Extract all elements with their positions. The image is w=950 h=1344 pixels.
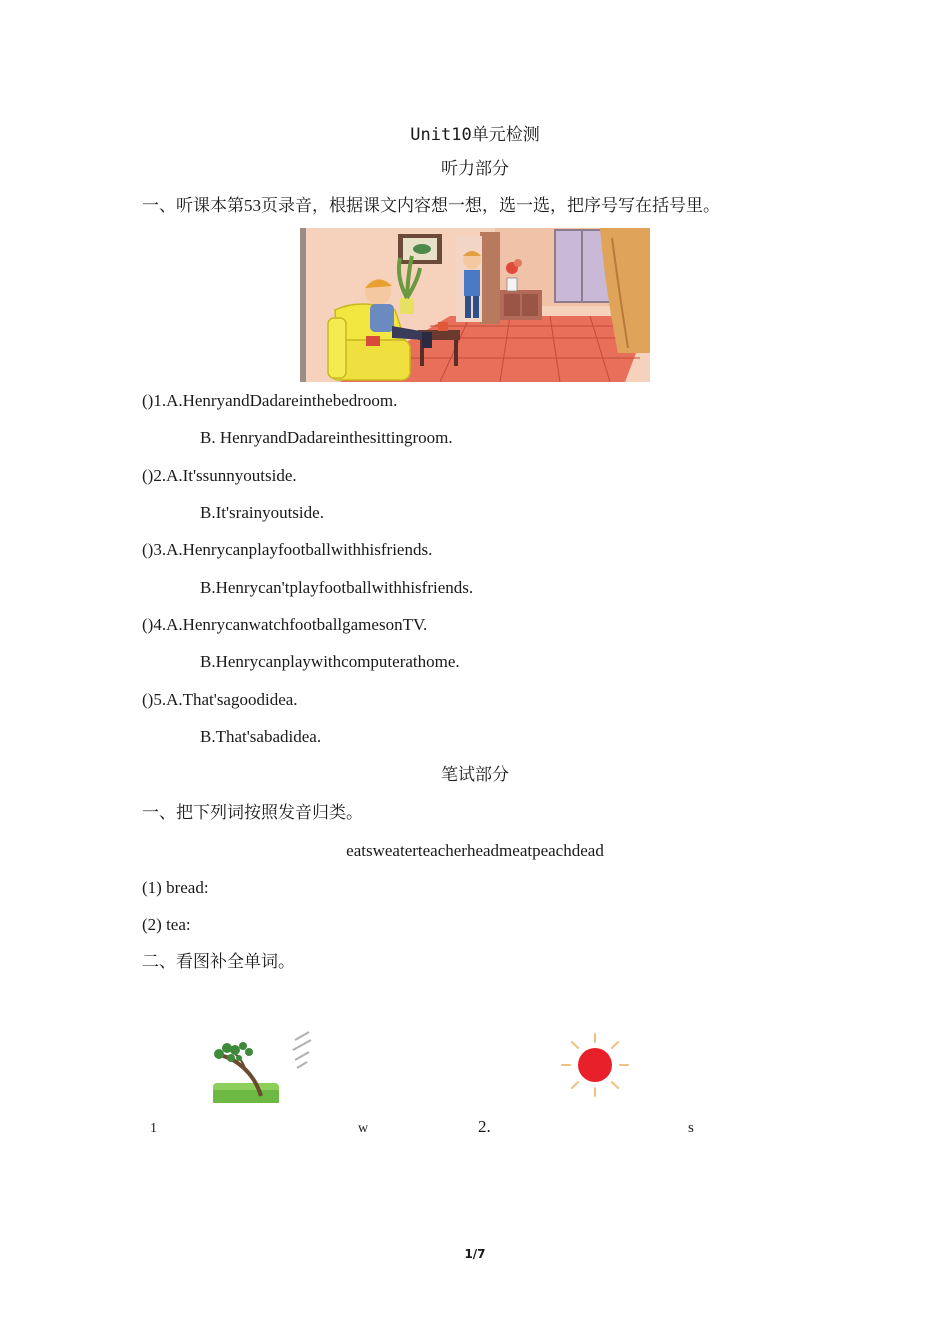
category-bread: (1) bread:	[142, 878, 209, 897]
writing-heading: 笔试部分	[441, 765, 509, 784]
question-3-option-b: B.Henrycan'tplayfootballwithhisfriends.	[200, 578, 474, 597]
item-1-number: 1	[150, 1121, 157, 1136]
question-2-option-a: ()2.A.It'ssunnyoutside.	[142, 466, 297, 485]
item-2-letter: s	[688, 1120, 694, 1136]
question-2-option-b: B.It'srainyoutside.	[200, 503, 324, 522]
question-4-option-a: ()4.A.HenrycanwatchfootballgamesonTV.	[142, 615, 428, 634]
room-illustration	[300, 228, 650, 382]
listening-heading: 听力部分	[441, 159, 509, 178]
word-list: eatsweaterteacherheadmeatpeachdead	[346, 841, 604, 860]
question-1-option-b: B. HenryandDadareinthesittingroom.	[200, 428, 453, 447]
question-5-option-a: ()5.A.That'sagoodidea.	[142, 690, 298, 709]
windy-tree-picture	[205, 1028, 325, 1106]
item-1-letter: w	[358, 1121, 369, 1136]
item-2-number: 2.	[478, 1117, 491, 1136]
sun-picture	[560, 1032, 630, 1098]
listening-instruction: 一、听课本第53页录音，根据课文内容想一想，选一选，把序号写在括号里。	[142, 196, 720, 215]
question-5-option-b: B.That'sabadidea.	[200, 727, 322, 746]
part2-instruction: 二、看图补全单词。	[142, 952, 295, 971]
category-tea: (2) tea:	[142, 915, 191, 934]
page-number: 1/7	[464, 1247, 486, 1261]
question-1-option-a: ()1.A.HenryandDadareinthebedroom.	[142, 391, 398, 410]
part1-instruction: 一、把下列词按照发音归类。	[142, 803, 363, 822]
question-4-option-b: B.Henrycanplaywithcomputerathome.	[200, 652, 460, 671]
page-title: Unit10单元检测	[410, 125, 540, 145]
question-3-option-a: ()3.A.Henrycanplayfootballwithhisfriends.	[142, 540, 433, 559]
